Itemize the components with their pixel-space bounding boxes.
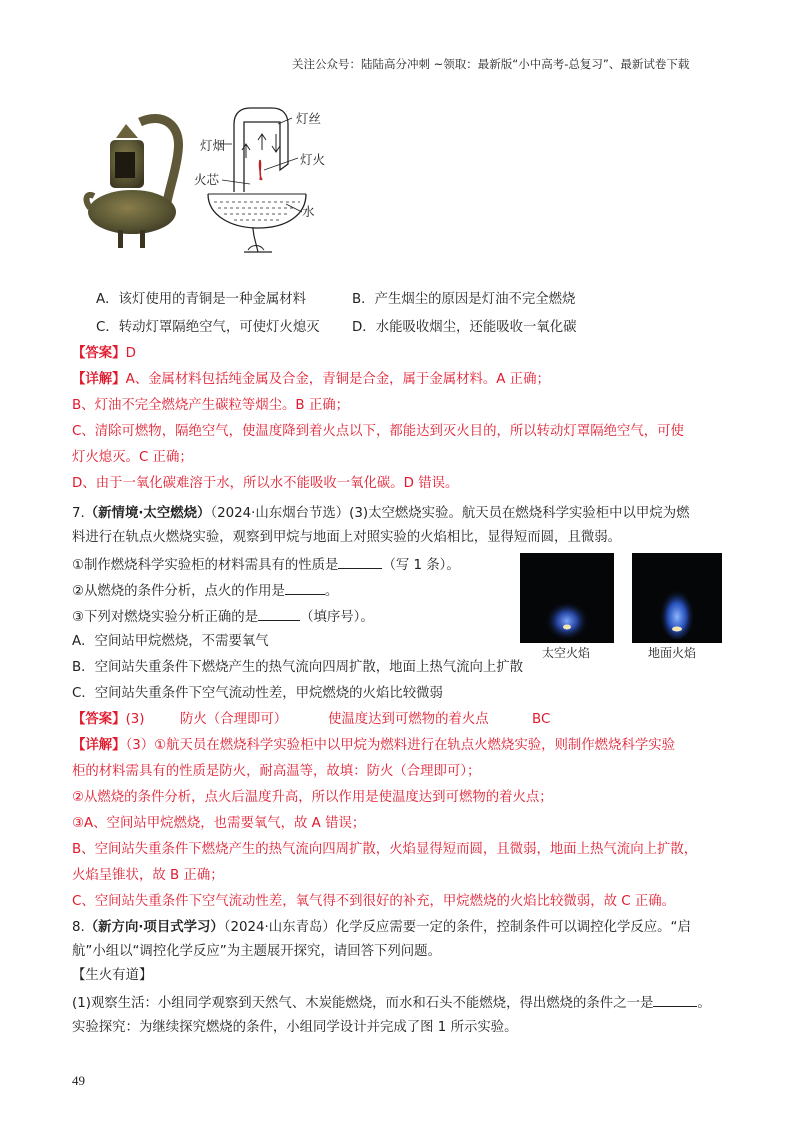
q6-explain-line-1: 【详解】A、金属材料包括纯金属及合金，青铜是合金，属于金属材料。A 正确； bbox=[72, 372, 550, 387]
q7-sub-3: ③下列对燃烧实验分析正确的是 （填序号）。 bbox=[72, 606, 374, 628]
page-header: 关注公众号：陆陆高分冲刺 ~领取：最新版“小中高考-总复习”、最新试卷下载 bbox=[292, 57, 690, 71]
q8-sub-1: (1)观察生活：小组同学观察到天然气、木炭能燃烧，而水和石头不能燃烧，得出燃烧的条件之一是 。 bbox=[72, 992, 711, 1014]
q7-answer-label: 【答案】 bbox=[72, 712, 126, 727]
label-flame: 灯火 bbox=[300, 152, 326, 167]
q6-explain-label: 【详解】 bbox=[72, 372, 126, 387]
q6-explain-line-4: 灯火熄灭。C 正确； bbox=[72, 450, 193, 465]
q7-sub-2: ②从燃烧的条件分析，点火的作用是 。 bbox=[72, 580, 338, 602]
q7-explain-line-1: 【详解】（3）①航天员在燃烧科学实验柜中以甲烷为燃料进行在轨点火燃烧实验，则制作燃烧科学实验 bbox=[72, 738, 676, 753]
q6-option-c: C．转动灯罩隔绝空气，可使灯火熄灭 bbox=[96, 320, 320, 335]
space-flame-caption: 太空火焰 bbox=[542, 646, 591, 660]
q7-answer-part-1: 防火（合理即可） bbox=[180, 712, 288, 727]
q6-answer bbox=[72, 344, 136, 364]
q7-explain-line-5: B、空间站失重条件下燃烧产生的热气流向四周扩散，火焰显得短而圆，且微弱，地面上热气流向上扩散， bbox=[72, 842, 698, 857]
q6-answer-label: 【答案】 bbox=[72, 346, 126, 361]
q7-explain-line-3: ②从燃烧的条件分析，点火后温度升高，所以作用是使温度达到可燃物的着火点； bbox=[72, 790, 553, 805]
label-water: 水 bbox=[302, 204, 315, 219]
q6-explain-line-5: D、由于一氧化碳难溶于水，所以水不能吸收一氧化碳。D 错误。 bbox=[72, 476, 459, 491]
label-chimney: 灯烟 bbox=[200, 138, 226, 153]
q7-answer-part-3: BC bbox=[532, 712, 551, 727]
label-filament: 灯丝 bbox=[296, 111, 322, 126]
q7-tag: （新情境·太空燃烧） bbox=[84, 506, 211, 521]
q8-stem-line-2: 航”小组以“调控化学反应”为主题展开探究，请回答下列问题。 bbox=[72, 944, 441, 959]
q7-explain-line-6: 火焰呈锥状，故 B 正确； bbox=[72, 868, 224, 883]
q7-stem-line-1: 7.（新情境·太空燃烧）（2024·山东烟台节选）(3)太空燃烧实验。航天员在燃烧科学实验柜中以甲烷为燃 bbox=[72, 506, 690, 521]
q8-blank-1[interactable] bbox=[653, 992, 697, 1007]
q6-option-d: D．水能吸收烟尘，还能吸收一氧化碳 bbox=[352, 320, 577, 335]
q6-explain-line-3: C、清除可燃物，隔绝空气，使温度降到着火点以下，都能达到灭火目的，所以转动灯罩隔绝空气，可使 bbox=[72, 424, 684, 439]
q7-explain-line-2: 柜的材料需具有的性质是防火，耐高温等，故填：防火（合理即可）； bbox=[72, 764, 481, 779]
q7-explain-line-4: ③A、空间站甲烷燃烧，也需要氧气，故 A 错误； bbox=[72, 816, 366, 831]
q7-answer: 【答案】(3) bbox=[72, 712, 145, 727]
q8-tag: （新方向·项目式学习） bbox=[84, 920, 224, 935]
bronze-lamp-photo bbox=[82, 112, 194, 252]
q7-option-c: C．空间站失重条件下空气流动性差，甲烷燃烧的火焰比较微弱 bbox=[72, 686, 443, 701]
q7-explain-label: 【详解】 bbox=[72, 738, 126, 753]
q6-answer-value: D bbox=[125, 346, 136, 361]
q7-blank-2[interactable] bbox=[285, 580, 325, 595]
space-flame-photo bbox=[520, 553, 614, 643]
q6-option-a: A．该灯使用的青铜是一种金属材料 bbox=[96, 292, 307, 307]
q7-answer-part-2: 使温度达到可燃物的着火点 bbox=[328, 712, 489, 727]
q7-option-b: B．空间站失重条件下燃烧产生的热气流向四周扩散，地面上热气流向上扩散 bbox=[72, 660, 524, 675]
ground-flame-photo bbox=[632, 553, 722, 643]
q6-explain-line-2: B、灯油不完全燃烧产生碳粒等烟尘。B 正确； bbox=[72, 398, 350, 413]
q7-blank-3[interactable] bbox=[258, 606, 300, 621]
q7-sub-1: ①制作燃烧科学实验柜的材料需具有的性质是 （写 1 条）。 bbox=[72, 554, 460, 576]
q7-stem-line-2: 料进行在轨点火燃烧实验，观察到甲烷与地面上对照实验的火焰相比，显得短而圆，且微弱。 bbox=[72, 530, 622, 545]
q8-section-heading: 【生火有道】 bbox=[72, 968, 153, 983]
q7-explain-line-7: C、空间站失重条件下空气流动性差，氧气得不到很好的补充，甲烷燃烧的火焰比较微弱，故 C 正确。 bbox=[72, 894, 676, 909]
page-number: 49 bbox=[72, 1073, 85, 1088]
q7-option-a: A．空间站甲烷燃烧，不需要氧气 bbox=[72, 634, 269, 649]
ground-flame-caption: 地面火焰 bbox=[648, 646, 697, 660]
q8-stem-line-1: 8.（新方向·项目式学习）（2024·山东青岛）化学反应需要一定的条件，控制条件可以调控化学反应。“启 bbox=[72, 920, 691, 935]
label-core: 火芯 bbox=[194, 172, 220, 187]
q8-sub-1-line-2: 实验探究：为继续探究燃烧的条件，小组同学设计并完成了图 1 所示实验。 bbox=[72, 1020, 518, 1035]
q7-blank-1[interactable] bbox=[338, 554, 382, 569]
q6-option-b: B．产生烟尘的原因是灯油不完全燃烧 bbox=[352, 292, 576, 307]
